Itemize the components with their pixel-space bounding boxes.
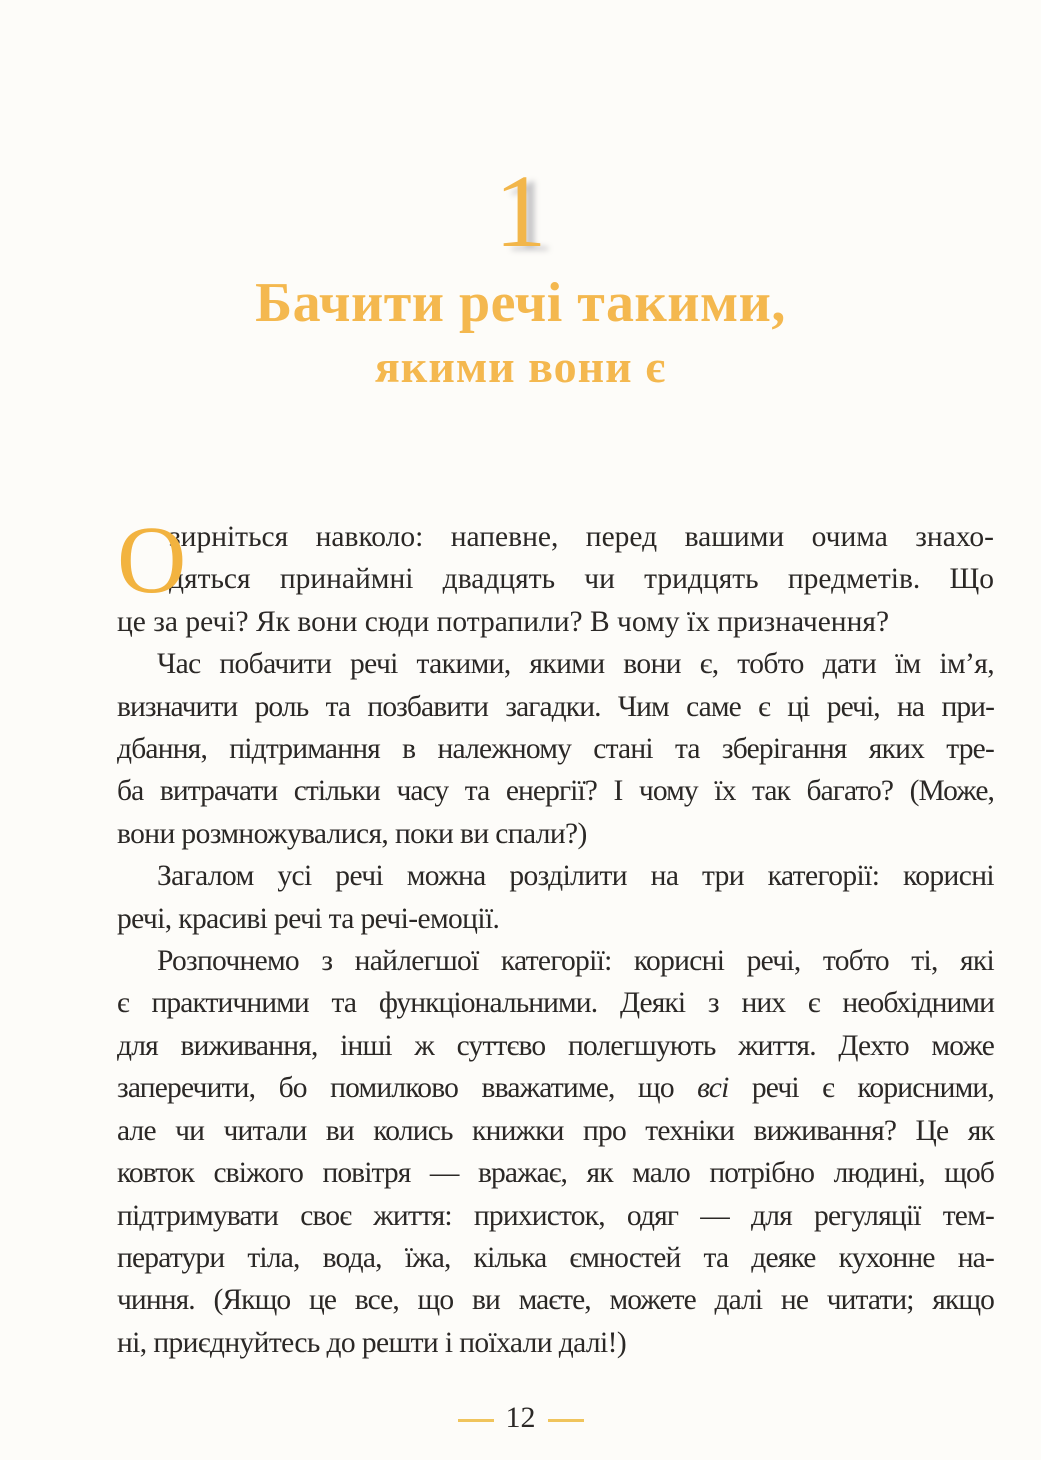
text-line: зирніться навколо: напевне, перед вашими очима знахо-: [169, 521, 994, 553]
paragraph-4: [117, 940, 994, 1364]
text-line: Розпочнемо з найлегшої категорії: корисні речі, тобто ті, які: [157, 945, 994, 978]
chapter-title: [0, 270, 1041, 398]
text-line: чиння. (Якщо це все, що ви маєте, можете далі не читати; якщо: [117, 1284, 994, 1317]
page-footer: [0, 1400, 1041, 1436]
text-line: Загалом усі речі можна розділити на три категорії: корисні: [157, 860, 994, 893]
text-line: є практичними та функціональними. Деякі з них є необхідними: [117, 987, 994, 1020]
decorative-dash-right: [548, 1419, 584, 1422]
emphasis-text: всі: [697, 1072, 729, 1105]
body-text: [117, 506, 994, 1364]
chapter-title-line-2: якими вони є: [374, 341, 667, 392]
text-line: речі, красиві речі та речі-емоції.: [117, 902, 500, 935]
page-number: 12: [505, 1401, 536, 1434]
paragraph-2: [117, 643, 994, 855]
text-line: ковток свіжого повітря — вражає, як мало потрібно людині, щоб: [117, 1157, 994, 1190]
text-line: ні, приєднуйтесь до решти і поїхали далі!): [117, 1326, 627, 1359]
chapter-number: 1: [494, 154, 547, 269]
paragraph-3: [117, 855, 994, 940]
text-line: для виживання, інші ж суттєво полегшують життя. Дехто може: [117, 1029, 994, 1062]
decorative-dash-left: [458, 1419, 494, 1422]
chapter-title-line-1: Бачити речі такими,: [255, 272, 786, 334]
drop-cap: О: [117, 506, 187, 613]
text-line: ператури тіла, вода, їжа, кілька ємностей та деяке кухонне на-: [117, 1241, 994, 1274]
text-line: але чи читали ви колись книжки про техніки виживання? Це як: [117, 1114, 994, 1147]
text-line: [117, 1067, 994, 1109]
paragraph-1: [117, 506, 994, 643]
text-line: визначити роль та позбавити загадки. Чим саме є ці речі, на при-: [117, 690, 994, 723]
text-line: ба витрачати стільки часу та енергії? І чому їх так багато? (Може,: [117, 775, 994, 808]
text-line: вони розмножувалися, поки ви спали?): [117, 817, 587, 850]
text-line: це за речі? Як вони сюди потрапили? В чому їх призначення?: [117, 605, 890, 638]
text-line: дбання, підтримання в належному стані та зберігання яких тре-: [117, 733, 994, 766]
text-line: дяться принаймні двадцять чи тридцять предметів. Що: [169, 563, 994, 596]
text-line: Час побачити речі такими, якими вони є, тобто дати їм ім’я,: [157, 648, 994, 681]
text-segment: заперечити, бо помилково вважатиме, що: [117, 1072, 698, 1105]
text-line: підтримувати своє життя: прихисток, одяг — для регуляції тем-: [117, 1199, 994, 1232]
text-segment: речі є корисними,: [728, 1072, 994, 1105]
